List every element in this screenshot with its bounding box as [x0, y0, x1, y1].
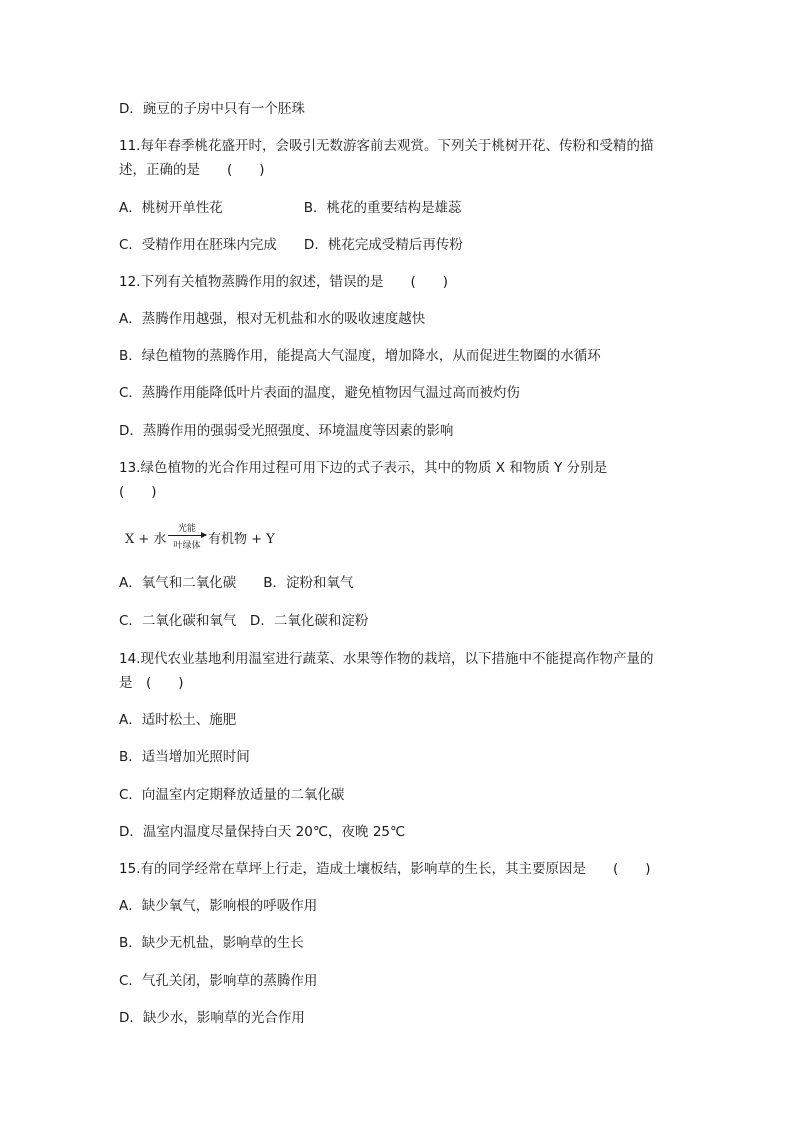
- q14-stem-line-2: 是 ( ): [119, 675, 184, 691]
- q12-option-d: D．蒸腾作用的强弱受光照强度、环境温度等因素的影响: [119, 423, 454, 439]
- formula-condition-light: 光能: [177, 524, 196, 534]
- q13-stem-line-2: ( ): [119, 484, 157, 500]
- q13-stem-line-1: 13.绿色植物的光合作用过程可用下边的式子表示，其中的物质 X 和物质 Y 分别是: [119, 460, 608, 476]
- formula-products: 有机物 + Y: [208, 532, 275, 547]
- q11-options-cd: C．受精作用在胚珠内完成 D．桃花完成受精后再传粉: [119, 237, 463, 253]
- q14-option-b: B．适当增加光照时间: [119, 749, 250, 765]
- photosynthesis-formula: [125, 519, 285, 553]
- q15-option-d: D．缺少水，影响草的光合作用: [119, 1010, 305, 1026]
- q15-option-c: C．气孔关闭，影响草的蒸腾作用: [119, 973, 318, 989]
- formula-reactants: X + 水: [125, 532, 167, 547]
- q14-stem-line-1: 14.现代农业基地利用温室进行蔬菜、水果等作物的栽培，以下措施中不能提高作物产量的: [119, 651, 654, 667]
- q11-stem-line-1: 11.每年春季桃花盛开时，会吸引无数游客前去观赏。下列关于桃树开花、传粉和受精的描: [119, 138, 654, 154]
- q12-option-b: B．绿色植物的蒸腾作用，能提高大气湿度，增加降水，从而促进生物圈的水循环: [119, 348, 601, 364]
- q14-option-d: D．温室内温度尽量保持白天 20℃，夜晚 25℃: [119, 824, 406, 840]
- q15-option-b: B．缺少无机盐，影响草的生长: [119, 935, 304, 951]
- q14-option-c: C．向温室内定期释放适量的二氧化碳: [119, 787, 345, 803]
- q11-options-ab: A．桃树开单性花 B．桃花的重要结构是雄蕊: [119, 200, 462, 216]
- q11-stem-line-2: 述，正确的是 ( ): [119, 162, 265, 178]
- q13-options-cd: C．二氧化碳和氧气 D．二氧化碳和淀粉: [119, 613, 369, 629]
- q15-option-a: A．缺少氧气，影响根的呼吸作用: [119, 898, 318, 914]
- q10-option-d: D．豌豆的子房中只有一个胚珠: [119, 101, 305, 117]
- q15-stem: 15.有的同学经常在草坪上行走，造成土壤板结，影响草的生长，其主要原因是 ( ): [119, 861, 651, 877]
- q12-stem: 12.下列有关植物蒸腾作用的叙述，错误的是 ( ): [119, 274, 449, 290]
- q12-option-c: C．蒸腾作用能降低叶片表面的温度，避免植物因气温过高而被灼伤: [119, 385, 520, 401]
- q12-option-a: A．蒸腾作用越强，根对无机盐和水的吸收速度越快: [119, 311, 426, 327]
- formula-condition-chloroplast: 叶绿体: [173, 541, 201, 551]
- q13-options-ab: A．氧气和二氧化碳 B．淀粉和氧气: [119, 575, 354, 591]
- reaction-arrow-icon: [168, 535, 206, 536]
- q14-option-a: A．适时松土、施肥: [119, 712, 237, 728]
